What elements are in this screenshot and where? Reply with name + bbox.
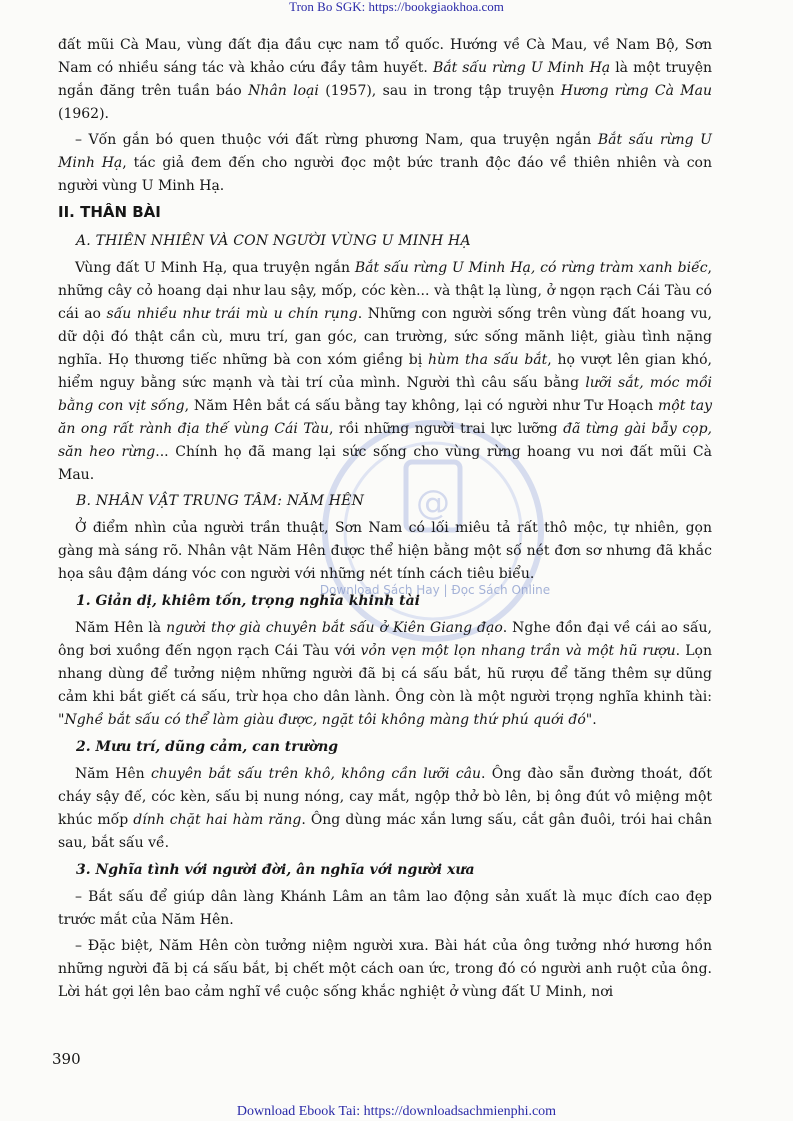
- italic-run: sấu nhiều như trái mù u chín rụng: [106, 306, 358, 322]
- footer-download-link[interactable]: Download Ebook Tai: https://downloadsachmienphi.com: [236, 1104, 557, 1119]
- subsection-heading-2: 2. Mưu trí, dũng cảm, can trường: [76, 739, 339, 755]
- text-run: Năm Hên: [75, 766, 151, 782]
- text-run: – Bắt sấu để giúp dân làng Khánh Lâm an tâm lao động sản xuất là mục đích cao đẹp trước mắt của Năm Hên.: [58, 889, 712, 928]
- italic-run: Hương rừng Cà Mau: [560, 83, 712, 99]
- text-run: , những cây cỏ hoang dại như lau sậy, mốp, cóc kèn... và thật lạ lùng, ở ngọn rạch Cái Tàu có cái ao: [58, 260, 712, 322]
- text-run: . Lọn nhang dùng để tưởng niệm những người đã bị cá sấu bắt, hũ rượu để tăng thêm sự dũng cảm khi bắt giết cá sấu, trừ họa cho dân lành. Ông còn là một người trọng nghĩa khinh tài:: [58, 643, 712, 705]
- text-run: . Ông dùng mác xắn lưng sấu, cắt gân đuôi, trói hai chân sau, bắt sấu về.: [58, 812, 713, 851]
- italic-run: dính chặt hai hàm răng: [133, 812, 302, 828]
- text-run: . Ông đào sẵn đường thoát, đốt cháy sậy đế, cóc kèn, sấu bị nung nóng, cay mắt, ngộp thở bò lên, bị ông đút vô miệng một khúc mốp: [58, 766, 712, 828]
- text-run: (1962).: [58, 106, 110, 122]
- italic-run: một tay ăn ong rất rành địa thế vùng Cái Tàu: [58, 398, 713, 437]
- page-number: 390: [52, 1050, 81, 1068]
- subsection-2-paragraph: [58, 763, 712, 855]
- italic-run: Bắt sấu rừng U Minh Hạ: [432, 60, 611, 76]
- italic-run: Bắt sấu rừng U Minh Hạ, có rừng tràm xanh biếc: [354, 260, 708, 276]
- section-heading-than-bai: II. THÂN BÀI: [58, 203, 161, 221]
- subsection-3-paragraph-1: [58, 886, 712, 932]
- italic-run: đã từng gài bẫy cọp, săn heo rừng: [58, 421, 712, 460]
- italic-run: chuyên bắt sấu trên khô, không cần lưỡi câu: [150, 766, 482, 782]
- subsection-heading-1: 1. Giản dị, khiêm tốn, trọng nghĩa khinh tài: [76, 593, 420, 609]
- text-run: .: [592, 712, 597, 728]
- italic-run: vỏn vẹn một lọn nhang trần và một hũ rượu: [360, 643, 676, 659]
- text-run: , rồi những người trai lực lưỡng: [328, 421, 564, 437]
- text-run: Vùng đất U Minh Hạ, qua truyện ngắn: [75, 260, 355, 276]
- text-run: , họ vượt lên gian khó, hiểm nguy bằng sức mạnh và tài trí của mình. Người thì câu sấu bằng: [58, 352, 712, 391]
- section-a-paragraph: [58, 257, 712, 487]
- italic-run: "Nghề bắt sấu có thể làm giàu được, ngặt tôi không màng thứ phú quới đó": [58, 712, 593, 728]
- text-run: (1957), sau in trong tập truyện: [318, 83, 561, 99]
- text-run: ... Chính họ đã mang lại sức sống cho vùng rừng hoang vu nơi đất mũi Cà Mau.: [58, 444, 712, 483]
- watermark-text: Download Sách Hay | Đọc Sách Online: [319, 583, 551, 597]
- text-run: , tác giả đem đến cho người đọc một bức tranh độc đáo về thiên nhiên và con người vùng U Minh Hạ.: [58, 155, 712, 194]
- italic-run: hùm tha sấu bắt: [427, 352, 548, 368]
- text-run: Năm Hên là: [75, 620, 167, 636]
- section-heading-a: A. THIÊN NHIÊN VÀ CON NGƯỜI VÙNG U MINH HẠ: [76, 233, 471, 249]
- italic-run: lưỡi sắt, móc mồi bằng con vịt sống: [58, 375, 712, 414]
- section-b-paragraph: [58, 517, 712, 586]
- header-download-link[interactable]: Tron Bo SGK: https://bookgiaokhoa.com: [289, 0, 504, 14]
- text-run: . Những con người sống trên vùng đất hoang vu, dữ dội đó thật cần cù, mưu trí, gan góc, can trường, sức sống mãnh liệt, giàu tình nặng nghĩa. Họ thương tiếc những bà con xóm giềng bị: [58, 306, 712, 368]
- section-heading-b: B. NHÂN VẬT TRUNG TÂM: NĂM HÊN: [76, 493, 365, 509]
- text-run: – Vốn gắn bó quen thuộc với đất rừng phương Nam, qua truyện ngắn: [75, 132, 598, 148]
- subsection-1-paragraph: [58, 617, 712, 732]
- text-run: – Đặc biệt, Năm Hên còn tưởng niệm người xưa. Bài hát của ông tưởng nhớ hương hồn những người đã bị cá sấu bắt, bị chết một cách oan ức, trong đó có người anh ruột của ông. Lời hát gợi lên bao cảm nghĩ về cuộc sống khắc nghiệt ở vùng đất U Minh, nơi: [58, 938, 712, 1000]
- text-run: là một truyện ngắn đăng trên tuần báo: [58, 60, 712, 99]
- svg-text:@: @: [416, 483, 450, 523]
- text-run: Ở điểm nhìn của người trần thuật, Sơn Nam có lối miêu tả rất thô mộc, tự nhiên, gọn gàng mà sáng rõ. Nhân vật Năm Hên được thể hiện bằng một số nét đơn sơ nhưng đã khắc họa sâu đậm dáng vóc con người với những nét tính cách tiêu biểu.: [58, 520, 712, 582]
- text-run: , Năm Hên bắt cá sấu bằng tay không, lại có người như Tư Hoạch: [184, 398, 659, 414]
- text-run: đất mũi Cà Mau, vùng đất địa đầu cực nam tổ quốc. Hướng về Cà Mau, về Nam Bộ, Sơn Nam có nhiều sáng tác và khảo cứu đầy tâm huyết.: [58, 37, 712, 76]
- subsection-3-paragraph-2: [58, 935, 712, 1004]
- document-body: [58, 34, 712, 1007]
- subsection-heading-3: 3. Nghĩa tình với người đời, ân nghĩa với người xưa: [76, 862, 475, 878]
- italic-run: Bắt sấu rừng U Minh Hạ: [58, 132, 712, 171]
- text-run: . Nghe đồn đại về cái ao sấu, ông bơi xuồng đến ngọn rạch Cái Tàu với: [58, 620, 712, 659]
- intro-paragraph-1: [58, 34, 712, 126]
- italic-run: Nhân loại: [248, 83, 319, 99]
- italic-run: người thợ già chuyên bắt sấu ở Kiên Giang đạo: [166, 620, 503, 636]
- intro-paragraph-2: [58, 129, 712, 198]
